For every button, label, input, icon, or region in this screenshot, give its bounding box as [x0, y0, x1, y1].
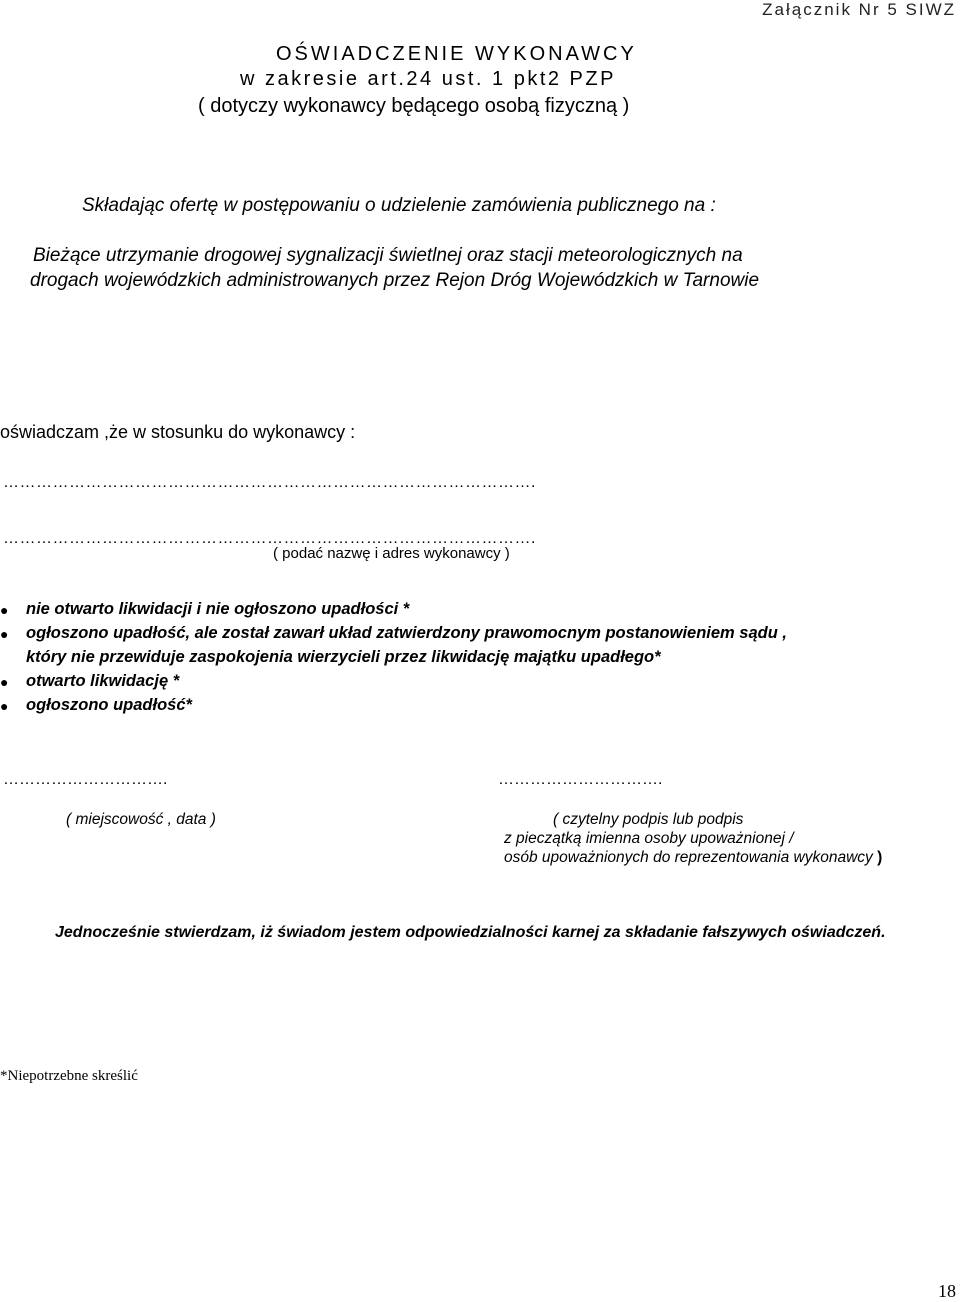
signature-label-line2: z pieczątką imienna osoby upoważnionej /: [504, 830, 794, 847]
document-title: OŚWIADCZENIE WYKONAWCY: [276, 43, 637, 65]
place-date-label: ( miejscowość , data ): [66, 811, 216, 828]
legal-basis: w zakresie art.24 ust. 1 pkt2 PZP: [240, 68, 616, 90]
option-item[interactable]: [0, 624, 787, 643]
contractor-hint: ( podać nazwę i adres wykonawcy ): [273, 545, 510, 562]
signature-label-line3-text: osób upoważnionych do reprezentowania wykonawcy: [504, 849, 873, 866]
option-item[interactable]: [0, 672, 179, 691]
place-date-field[interactable]: ………………………….: [3, 771, 168, 788]
signature-label-line1: ( czytelny podpis lub podpis: [553, 811, 744, 828]
option-label-continuation: który nie przewiduje zaspokojenia wierzycieli przez likwidację majątku upadłego*: [26, 648, 661, 666]
signature-field[interactable]: ………………………….: [498, 771, 663, 788]
liability-statement: Jednocześnie stwierdzam, iż świadom jestem odpowiedzialności karnej za składanie fałszywych oświadczeń.: [55, 924, 886, 941]
signature-label-close: ): [872, 849, 883, 866]
intro-text: Składając ofertę w postępowaniu o udzielenie zamówienia publicznego na :: [82, 195, 716, 216]
footnote: *Niepotrzebne skreślić: [0, 1068, 138, 1084]
option-label: ogłoszono upadłość*: [26, 696, 192, 714]
option-label: nie otwarto likwidacji i nie ogłoszono upadłości *: [26, 600, 410, 618]
option-label: ogłoszono upadłość, ale został zawarł układ zatwierdzony prawomocnym postanowieniem sądu ,: [26, 624, 787, 642]
annex-label: Załącznik Nr 5 SIWZ: [762, 0, 956, 19]
bullet-icon: ●: [0, 698, 9, 714]
contractor-name-field[interactable]: …………………………………………………………………………………….: [3, 474, 536, 491]
contractor-address-field[interactable]: …………………………………………………………………………………….: [3, 530, 536, 547]
bullet-icon: ●: [0, 602, 9, 618]
title-note: ( dotyczy wykonawcy będącego osobą fizyczną ): [198, 95, 630, 117]
option-label: otwarto likwidację *: [26, 672, 180, 690]
procurement-subject-line1: Bieżące utrzymanie drogowej sygnalizacji świetlnej oraz stacji meteorologicznych na: [33, 245, 743, 266]
option-item[interactable]: [0, 696, 192, 715]
option-item[interactable]: [0, 600, 409, 619]
bullet-icon: ●: [0, 674, 9, 690]
declaration-text: oświadczam ,że w stosunku do wykonawcy :: [0, 422, 356, 442]
bullet-icon: ●: [0, 626, 9, 642]
signature-label-line3: [504, 849, 882, 867]
page-number: 18: [938, 1281, 956, 1301]
procurement-subject-line2: drogach wojewódzkich administrowanych przez Rejon Dróg Wojewódzkich w Tarnowie: [30, 270, 760, 291]
